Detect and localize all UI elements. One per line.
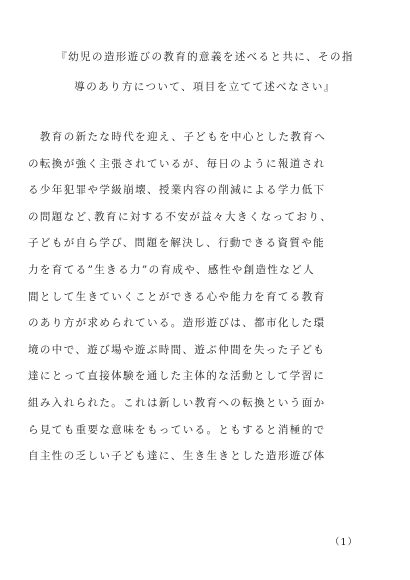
body-line-11: 組み入れられた。これは新しい教育への転換という面か [28,396,326,409]
body-line-13: 自主性の乏しい子ども達に、生き生きとした造形遊び体 [28,450,326,463]
body-line-5: 子どもが自ら学び、問題を解決し、行動できる資質や能 [28,237,326,250]
body-line-9: 境の中で、遊び場や遊ぶ時間、遊ぶ仲間を失った子ども [28,343,326,356]
body-line-7: 間として生きていくことができる心や能力を育てる教育 [28,290,326,303]
body-line-8: のあり方が求められている。造形遊びは、都市化した環 [28,317,326,330]
essay-body [28,124,384,470]
body-line-12: ら見ても重要な意味をもっている。ともすると消極的で [28,423,326,436]
body-line-2: の転換が強く主張されているが、毎日のように報道され [28,157,326,170]
body-line-6: 力を育てる”生きる力”の育成や、感性や創造性など人 [28,263,316,276]
page-number: （1） [329,537,358,548]
body-line-4: の問題など､教育に対する不安が益々大きくなっており、 [28,210,333,223]
title-line-1: 『幼児の造形遊びの教育的意義を述べると共に、その指 [56,51,354,63]
body-line-3: る少年犯罪や学級崩壊、授業内容の削減による学力低下 [28,184,326,197]
body-line-10: 達にとって直接体験を通した主体的な活動として学習に [28,370,326,383]
essay-title [0,42,410,102]
body-line-1: 教育の新たな時代を迎え、子どもを中心とした教育へ [28,131,327,143]
title-line-2: 導のあり方について、項目を立てて述べなさい』 [74,81,336,93]
